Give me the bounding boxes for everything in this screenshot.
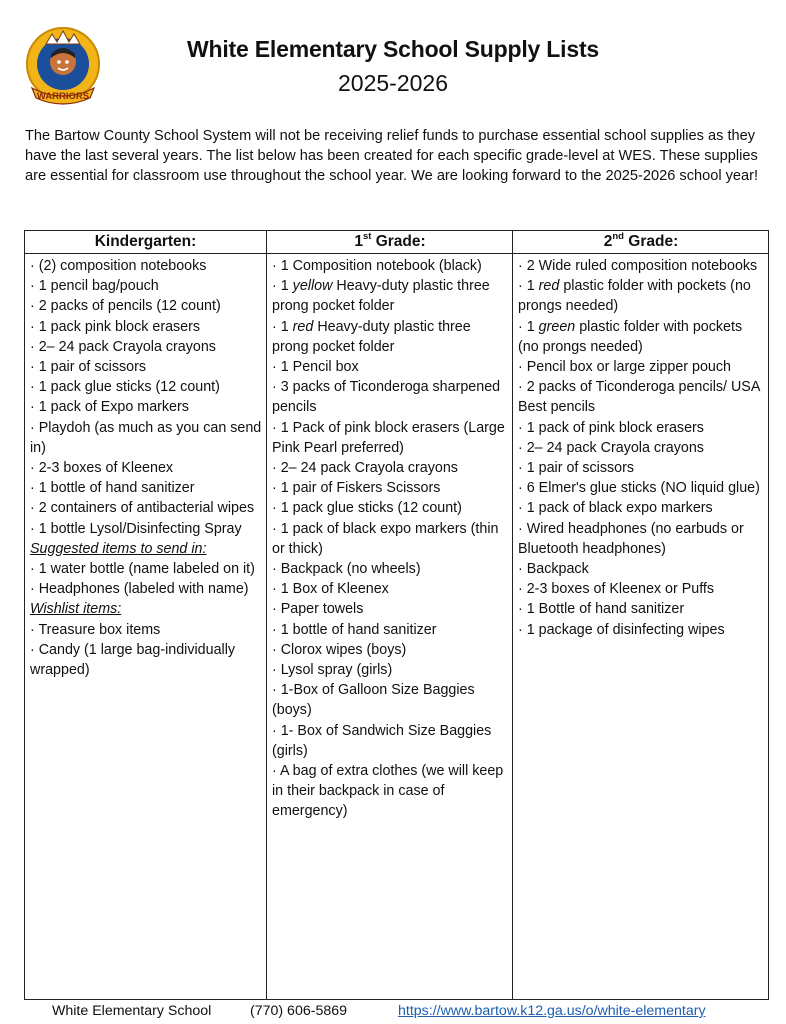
list-item: · 1 yellow Heavy-duty plastic three prong pocket folder [272, 278, 490, 315]
footer-link[interactable]: https://www.bartow.k12.ga.us/o/white-elementary [398, 1003, 706, 1019]
list-item: · 1 pair of scissors [518, 460, 634, 477]
list-item: · 1 green plastic folder with pockets (no prongs needed) [518, 318, 743, 355]
list-item: · Paper towels [272, 601, 364, 618]
list-item: · 1 water bottle (name labeled on it) [30, 561, 255, 578]
list-item: · 1 Bottle of hand sanitizer [518, 601, 685, 618]
list-item: · 1 bottle Lysol/Disinfecting Spray [30, 520, 242, 537]
list-item: · 1- Box of Sandwich Size Baggies (girls) [272, 722, 492, 759]
list-item: · Lysol spray (girls) [272, 662, 393, 679]
footer-phone: (770) 606-5869 [250, 1003, 348, 1019]
list-item: · Wired headphones (no earbuds or Bluetooth headphones) [518, 520, 744, 557]
list-item: · 1 pack glue sticks (12 count) [30, 379, 220, 396]
column-heading: Kindergarten: [25, 231, 266, 254]
supply-table [24, 230, 769, 1000]
supply-list [25, 254, 266, 680]
list-item: · 1 bottle of hand sanitizer [30, 480, 195, 497]
intro-paragraph: The Bartow County School System will not be receiving relief funds to purchase essential school supplies as they have the last several years. The list below has been created for each specific grade-level at WES. These supplies are essential for classroom use throughout the school year. We are looking forward to the 2025-2026 school year! [25, 128, 759, 185]
list-item: · Treasure box items [30, 621, 161, 638]
list-item: · 2– 24 pack Crayola crayons [518, 439, 704, 456]
svg-text:WARRIORS: WARRIORS [36, 91, 90, 102]
list-subheading: Wishlist items: [30, 601, 122, 618]
list-item: · 1 red Heavy-duty plastic three prong pocket folder [272, 318, 471, 355]
list-item: · Pencil box or large zipper pouch [518, 359, 731, 376]
supply-list [513, 254, 769, 640]
list-item: · Backpack [518, 561, 589, 578]
list-item: · 3 packs of Ticonderoga sharpened pencils [272, 379, 501, 416]
column-heading: 2nd Grade: [513, 231, 769, 254]
footer-school: White Elementary School [52, 1003, 212, 1019]
list-item: · 1 Box of Kleenex [272, 581, 389, 598]
list-subheading: Suggested items to send in: [30, 540, 207, 557]
list-item: · 1 Composition notebook (black) [272, 258, 482, 274]
list-item: · A bag of extra clothes (we will keep in their backpack in case of emergency) [272, 763, 504, 820]
list-item: · 2 containers of antibacterial wipes [30, 500, 255, 517]
list-item: · 6 Elmer's glue sticks (NO liquid glue) [518, 480, 760, 497]
list-item: · 1 pack glue sticks (12 count) [272, 500, 462, 517]
list-item: · 1 pack pink block erasers [30, 318, 201, 335]
list-item: · 1 pencil bag/pouch [30, 278, 159, 295]
list-item: · 2 packs of pencils (12 count) [30, 298, 221, 315]
list-item: · 1-Box of Galloon Size Baggies (boys) [272, 682, 475, 719]
list-item: · 1 pack of Expo markers [30, 399, 189, 416]
school-year: 2025-2026 [338, 70, 448, 96]
list-item: · 2 packs of Ticonderoga pencils/ USA Best pencils [518, 379, 760, 416]
list-item: · Headphones (labeled with name) [30, 581, 249, 598]
list-item: · 2-3 boxes of Kleenex or Puffs [518, 581, 715, 598]
list-item: · Playdoh (as much as you can send in) [30, 419, 262, 456]
list-item: · 2 Wide ruled composition notebooks [518, 258, 758, 274]
list-item: · Backpack (no wheels) [272, 561, 421, 578]
column-kindergarten [25, 231, 266, 999]
list-item: · 1 package of disinfecting wipes [518, 621, 725, 638]
list-item: · 2– 24 pack Crayola crayons [272, 460, 458, 477]
list-item: · 1 pack of black expo markers [518, 500, 713, 517]
list-item: · 1 bottle of hand sanitizer [272, 621, 437, 638]
list-item: · (2) composition notebooks [30, 258, 207, 274]
list-item: · 2– 24 pack Crayola crayons [30, 338, 216, 355]
column-heading: 1st Grade: [267, 231, 513, 254]
list-item: · Clorox wipes (boys) [272, 641, 407, 658]
page-title: White Elementary School Supply Lists [187, 36, 599, 62]
list-item: · Candy (1 large bag-individually wrapped) [30, 641, 236, 679]
list-item: · 2-3 boxes of Kleenex [30, 460, 174, 477]
list-item: · 1 red plastic folder with pockets (no prongs needed) [518, 278, 751, 315]
list-item: · 1 Pack of pink block erasers (Large Pink Pearl preferred) [272, 419, 505, 456]
list-item: · 1 Pencil box [272, 359, 359, 376]
column-first-grade [266, 231, 513, 999]
supply-list [267, 254, 513, 822]
list-item: · 1 pair of Fiskers Scissors [272, 480, 441, 497]
list-item: · 1 pack of black expo markers (thin or thick) [272, 520, 499, 557]
list-item: · 1 pack of pink block erasers [518, 419, 704, 436]
list-item: · 1 pair of scissors [30, 359, 146, 376]
column-second-grade [512, 231, 769, 999]
